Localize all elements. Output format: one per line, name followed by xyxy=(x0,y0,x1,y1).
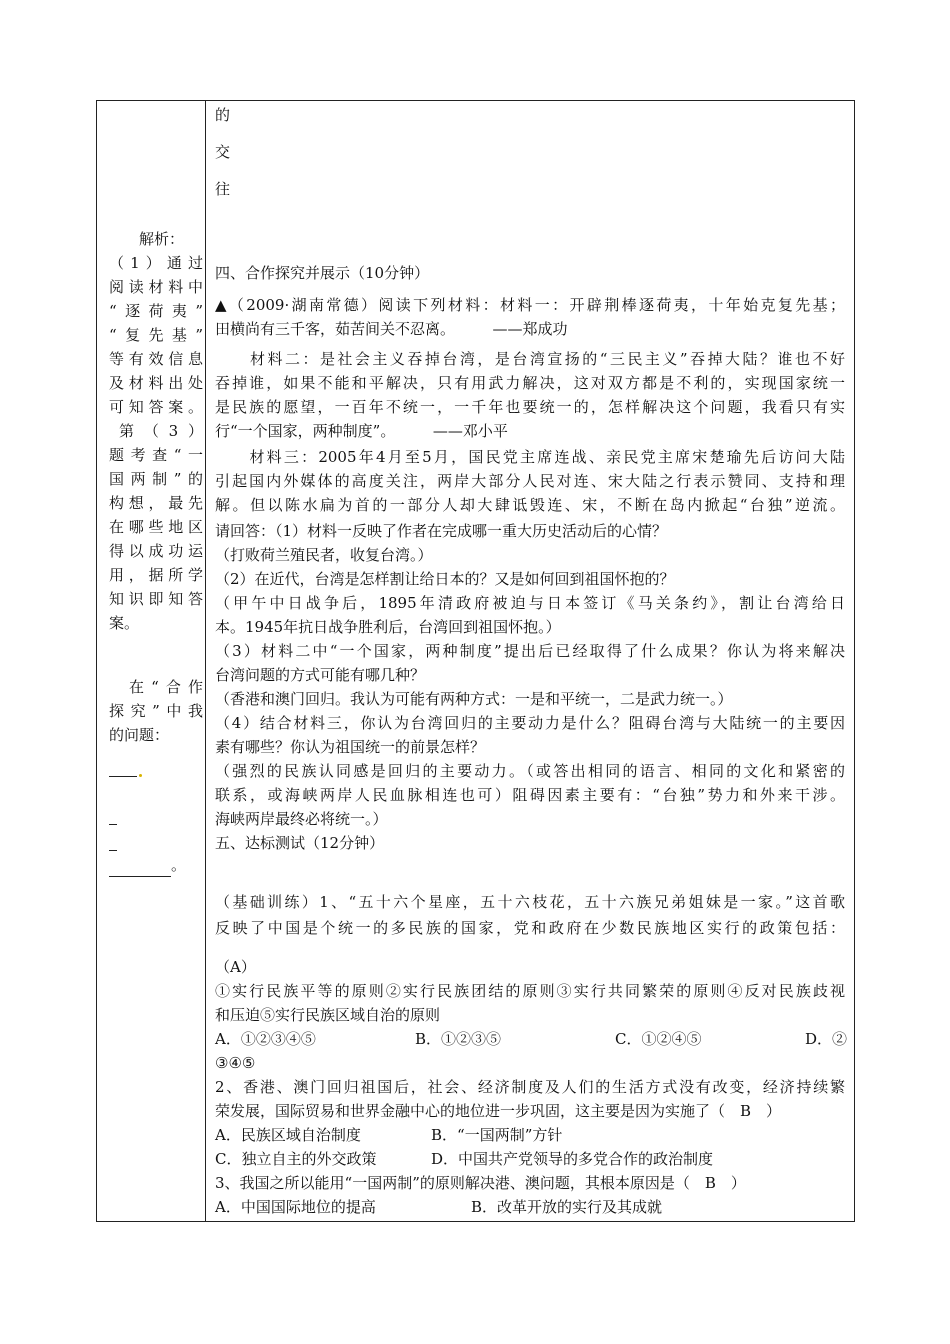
analysis-heading: 解析： xyxy=(139,230,185,248)
analysis-line: 题考查“一 xyxy=(109,446,203,464)
analysis-text xyxy=(109,251,203,419)
analysis-q3-first xyxy=(119,419,203,443)
question-3-line: 台湾问题的方式可能有哪几种？ xyxy=(215,666,426,684)
analysis-line: 阅读材料中 xyxy=(109,278,203,296)
text-line: 2、香港、澳门回归祖国后，社会、经济制度及人们的生活方式没有改变，经济持续繁 xyxy=(215,1078,845,1096)
question-4-line: 素有哪些？你认为祖国统一的前景怎样？ xyxy=(215,738,486,756)
my-question-line: 的问题： xyxy=(109,726,170,744)
answer-blank-1[interactable] xyxy=(109,753,142,777)
analysis-line: “复先基” xyxy=(109,326,203,344)
answer-4-line: 联系，或海峡两岸人民血脉相连也可）阻碍因素主要有：“台独”势力和外来干涉。 xyxy=(215,786,845,804)
answer-blank-2[interactable] xyxy=(109,801,117,825)
blank-end-mark: 。 xyxy=(171,856,187,874)
text-line: 反映了中国是个统一的多民族的国家，党和政府在少数民族地区实行的政策包括： xyxy=(215,919,845,937)
question-2: （2）在近代，台湾是怎样割让给日本的？又是如何回到祖国怀抱的？ xyxy=(215,570,675,588)
analysis-line: 国两制”的 xyxy=(109,470,203,488)
option-c[interactable]: C．①②④⑤ xyxy=(615,1030,702,1048)
text-line: 和压迫⑤实行民族区域自治的原则 xyxy=(215,1006,441,1024)
option-b[interactable]: B．“一国两制”方针 xyxy=(431,1126,563,1144)
text-line: 荣发展，国际贸易和世界金融中心的地位进一步巩固，这主要是因为实施了（ B ） xyxy=(215,1102,782,1120)
answer-blank-4[interactable] xyxy=(109,853,186,877)
option-c[interactable]: C．独立自主的外交政策 xyxy=(215,1150,377,1168)
text-line: ①实行民族平等的原则②实行民族团结的原则③实行共同繁荣的原则④反对民族歧视 xyxy=(215,982,845,1000)
question-1: 请回答：（1）材料一反映了作者在完成哪一重大历史活动后的心情？ xyxy=(215,522,668,540)
test-1-options xyxy=(215,1027,848,1051)
test-question-1 xyxy=(215,889,845,941)
test-3-options xyxy=(215,1195,845,1219)
option-b[interactable]: B．改革开放的实行及其成就 xyxy=(471,1198,663,1216)
analysis-line: 案。 xyxy=(109,614,140,632)
text-line: 吞掉谁，如果不能和平解决，只有用武力解决，这对双方都是不利的，实现国家统一 xyxy=(215,374,845,392)
analysis-line: 知识即知答 xyxy=(109,590,203,608)
text-line: ▲（2009·湖南常德）阅读下列材料：材料一：开辟荆棒逐荷夷，十年始克复先基； xyxy=(215,296,845,314)
worksheet-table xyxy=(96,100,855,1222)
my-question-first xyxy=(129,675,203,699)
question-4-line: （4）结合材料三，你认为台湾回归的主要动力是什么？阻碍台湾与大陆统一的主要因 xyxy=(215,714,845,732)
test-2-options-row1 xyxy=(215,1123,845,1147)
option-a[interactable]: A．中国国际地位的提高 xyxy=(215,1198,376,1216)
answer-2-line: （甲午中日战争后，1895年清政府被迫与日本签订《马关条约》，割让台湾给日 xyxy=(215,594,845,612)
analysis-line: 及材料出处 xyxy=(109,374,203,392)
test-1-answer: （A） xyxy=(215,958,256,976)
text-line: 引起国内外媒体的高度关注，两岸大部分人民对连、宋大陆之行表示赞同、支持和理 xyxy=(215,472,845,490)
text-line: （基础训练）1、“五十六个星座，五十六枝花，五十六族兄弟姐妹是一家。”这首歌 xyxy=(215,893,845,911)
analysis-text-q3 xyxy=(109,443,203,611)
analysis-line: 得以成功运 xyxy=(109,542,203,560)
question-intro xyxy=(215,293,845,341)
section-five-title: 五、达标测试（12分钟） xyxy=(215,834,385,852)
test-question-1-body xyxy=(215,955,848,1219)
analysis-line: 用，据所学 xyxy=(109,566,203,584)
text-line: 材料二：是社会主义吞掉台湾，是台湾宣扬的“三民主义”吞掉大陆？谁也不好 xyxy=(215,350,845,368)
text-line: 田横尚有三千客，茹苦间关不忍离。 ——郑成功 xyxy=(215,320,568,338)
vertical-char: 往 xyxy=(215,180,231,198)
option-d[interactable]: D．② xyxy=(805,1030,848,1048)
analysis-line: 第（3） xyxy=(119,422,203,440)
answer-3: （香港和澳门回归。我认为可能有两种方式：一是和平统一，二是武力统一。） xyxy=(215,690,733,708)
option-d-continued: ③④⑤ xyxy=(215,1054,256,1072)
analysis-line: 在哪些地区 xyxy=(109,518,203,536)
question-3-line: （3）材料二中“一个国家，两种制度”提出后已经取得了什么成果？你认为将来解决 xyxy=(215,642,845,660)
test-2-options-row2 xyxy=(215,1147,845,1171)
column-divider xyxy=(205,101,206,1221)
material-three xyxy=(215,445,845,517)
answer-4-line: 海峡两岸最终必将统一。） xyxy=(215,810,388,828)
questions-block xyxy=(215,519,845,855)
text-line: 行“一个国家，两种制度”。 ——邓小平 xyxy=(215,422,508,440)
my-question-line: 探究”中我 xyxy=(109,702,203,720)
text-line: 是民族的愿望，一百年不统一，一千年也要统一的，怎样解决这个问题，我看只有实 xyxy=(215,398,845,416)
option-d[interactable]: D．中国共产党领导的多党合作的政治制度 xyxy=(431,1150,714,1168)
section-four-title: 四、合作探究并展示（10分钟） xyxy=(215,264,430,282)
my-question-text xyxy=(109,699,203,723)
answer-4-line: （强烈的民族认同感是回归的主要动力。（或答出相同的语言、相同的文化和紧密的 xyxy=(215,762,845,780)
analysis-line: 可知答案。 xyxy=(109,398,203,416)
my-question-line: 在“合作 xyxy=(129,678,203,696)
vertical-char: 的 xyxy=(215,106,231,124)
analysis-line: “逐荷夷” xyxy=(109,302,203,320)
material-two xyxy=(215,347,845,443)
option-a[interactable]: A．①②③④⑤ xyxy=(215,1030,316,1048)
test-question-3: 3、我国之所以能用“一国两制”的原则解决港、澳问题，其根本原因是（ B ） xyxy=(215,1174,746,1192)
text-line: 材料三：2005年4月至5月，国民党主席连战、亲民党主席宋楚瑜先后访问大陆 xyxy=(215,448,845,466)
answer-1: （打败荷兰殖民者，收复台湾。） xyxy=(215,546,433,564)
analysis-line: （1）通过 xyxy=(109,254,203,272)
option-a[interactable]: A．民族区域自治制度 xyxy=(215,1126,361,1144)
text-line: 解。但以陈水扁为首的一部分人却大肆诋毁连、宋，不断在岛内掀起“台独”逆流。 xyxy=(215,496,845,514)
answer-2-line: 本。1945年抗日战争胜利后，台湾回到祖国怀抱。） xyxy=(215,618,561,636)
answer-blank-3[interactable] xyxy=(109,827,117,851)
analysis-line: 构想，最先 xyxy=(109,494,203,512)
analysis-line: 等有效信息 xyxy=(109,350,203,368)
vertical-char: 交 xyxy=(215,143,231,161)
option-b[interactable]: B．①②③⑤ xyxy=(415,1030,502,1048)
